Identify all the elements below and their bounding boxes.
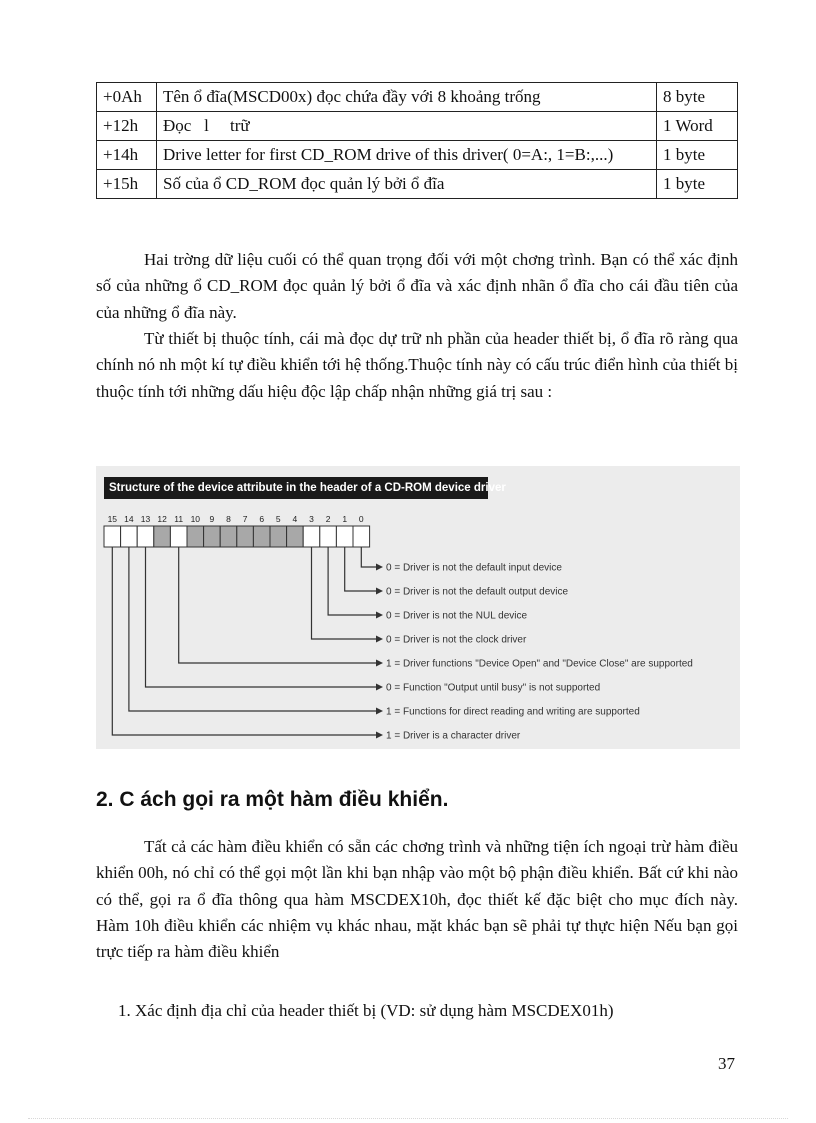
section-heading: 2. C ách gọi ra một hàm điều khiển.: [96, 788, 449, 811]
size-cell: 8 byte: [657, 83, 738, 112]
bit-cell: [170, 526, 187, 547]
bit-description: 0 = Driver is not the default input device: [386, 562, 562, 574]
bit-number-label: 3: [309, 514, 314, 524]
connector-line: [328, 547, 376, 615]
bit-number-label: 2: [325, 514, 331, 524]
bit-cell: [320, 526, 337, 547]
bit-description: 0 = Driver is not the NUL device: [386, 610, 528, 622]
divider: [28, 1118, 788, 1119]
bit-description: 1 = Driver is a character driver: [386, 730, 521, 742]
device-attribute-figure: [96, 466, 740, 749]
bit-description: 0 = Function "Output until busy" is not supported: [386, 682, 601, 694]
description-cell: Số của ổ CD_ROM đọc quản lý bởi ổ đĩa: [157, 170, 657, 199]
size-cell: 1 byte: [657, 141, 738, 170]
connector-line: [179, 547, 376, 663]
reserved-bit-cell: [187, 526, 204, 547]
list-item: 1. Xác định địa chỉ của header thiết bị (VD: sử dụng hàm MSCDEX01h): [118, 1001, 614, 1020]
bit-description: 0 = Driver is not the clock driver: [386, 634, 527, 646]
arrow-icon: [376, 636, 383, 643]
size-cell: 1 Word: [657, 112, 738, 141]
paragraph-attribute: Từ thiết bị thuộc tính, cái mà đọc dự trữ nh phần của header thiết bị, ổ đĩa rõ ràng qua chính nó nh một kí tự điều khiển tới hệ thống.Thuộc tính này có cấu trúc điển hình của thiết bị thuộc tính tới những dấu hiệu độc lập chấp nhận những giá trị sau :: [96, 329, 738, 401]
offset-cell: +12h: [97, 112, 157, 141]
reserved-bit-cell: [270, 526, 287, 547]
bit-cell: [104, 526, 121, 547]
offset-cell: +0Ah: [97, 83, 157, 112]
table-row: [97, 112, 738, 141]
bit-cell: [353, 526, 370, 547]
arrow-icon: [376, 588, 383, 595]
connector-line: [345, 547, 376, 591]
arrow-icon: [376, 684, 383, 691]
bit-cell: [336, 526, 353, 547]
connector-line: [312, 547, 377, 639]
bit-cell: [303, 526, 320, 547]
bit-number-label: 1: [342, 514, 348, 524]
paragraph-fields: Hai trờng dữ liệu cuối có thể quan trọng đối với một chơng trình. Bạn có thể xác định số của những ổ CD_ROM đọc quản lý bởi ổ đĩa và xác định nhãn ổ đĩa cho cái đầu tiên của của những ổ đĩa này.: [96, 250, 738, 322]
bit-number-label: 5: [275, 514, 281, 524]
bit-number-label: 8: [226, 514, 231, 524]
description-cell: Đọc l trữ: [157, 112, 657, 141]
connector-line: [361, 547, 376, 567]
connector-line: [146, 547, 377, 687]
reserved-bit-cell: [253, 526, 270, 547]
description-cell: Tên ổ đĩa(MSCD00x) đọc chứa đầy với 8 khoảng trống: [157, 83, 657, 112]
bit-cell: [137, 526, 154, 547]
reserved-bit-cell: [237, 526, 254, 547]
bit-number-label: 4: [292, 514, 298, 524]
bit-number-label: 10: [190, 514, 201, 524]
page-number: 37: [718, 1054, 735, 1073]
bit-number-label: 9: [209, 514, 215, 524]
bit-number-label: 15: [107, 514, 118, 524]
reserved-bit-cell: [287, 526, 304, 547]
bit-number-label: 12: [157, 514, 167, 524]
reserved-bit-cell: [204, 526, 221, 547]
figure-title: Structure of the device attribute in the header of a CD-ROM device driver: [104, 477, 488, 499]
arrow-icon: [376, 660, 383, 667]
arrow-icon: [376, 564, 383, 571]
bit-description: 1 = Driver functions "Device Open" and "Device Close" are supported: [386, 658, 693, 670]
table-row: [97, 141, 738, 170]
arrow-icon: [376, 612, 383, 619]
bit-number-label: 0: [358, 514, 364, 524]
bit-number-label: 11: [174, 514, 184, 524]
bit-cell: [121, 526, 138, 547]
size-cell: 1 byte: [657, 170, 738, 199]
bit-number-label: 7: [242, 514, 248, 524]
table-row: [97, 170, 738, 199]
bit-description: 0 = Driver is not the default output device: [386, 586, 569, 598]
description-cell: Drive letter for first CD_ROM drive of this driver( 0=A:, 1=B:,...): [157, 141, 657, 170]
offset-cell: +15h: [97, 170, 157, 199]
table-row: [97, 83, 738, 112]
reserved-bit-cell: [220, 526, 237, 547]
bit-number-label: 14: [124, 514, 134, 524]
bit-description: 1 = Functions for direct reading and writing are supported: [386, 706, 640, 718]
connector-line: [112, 547, 376, 735]
reserved-bit-cell: [154, 526, 171, 547]
bit-diagram: [96, 466, 740, 749]
arrow-icon: [376, 708, 383, 715]
header-fields-table: [96, 82, 738, 199]
bit-number-label: 13: [140, 514, 151, 524]
paragraph-calling: Tất cả các hàm điều khiển có sẵn các chơng trình và những tiện ích ngoại trừ hàm điều khiển 00h, nó chỉ có thể gọi một lần khi bạn nhập vào một bộ phận điều khiển. Bất cứ khi nào có thể, gọi ra ổ đĩa thông qua hàm MSCDEX10h, đọc thiết kế đặc biệt cho mục đích này. Hàm 10h điều khiển các nhiệm vụ khác nhau, mặt khác bạn sẽ phải tự thực hiện Nếu bạn gọi trực tiếp ra hàm điều khiển: [96, 837, 738, 962]
offset-cell: +14h: [97, 141, 157, 170]
arrow-icon: [376, 732, 383, 739]
bit-number-label: 6: [259, 514, 265, 524]
